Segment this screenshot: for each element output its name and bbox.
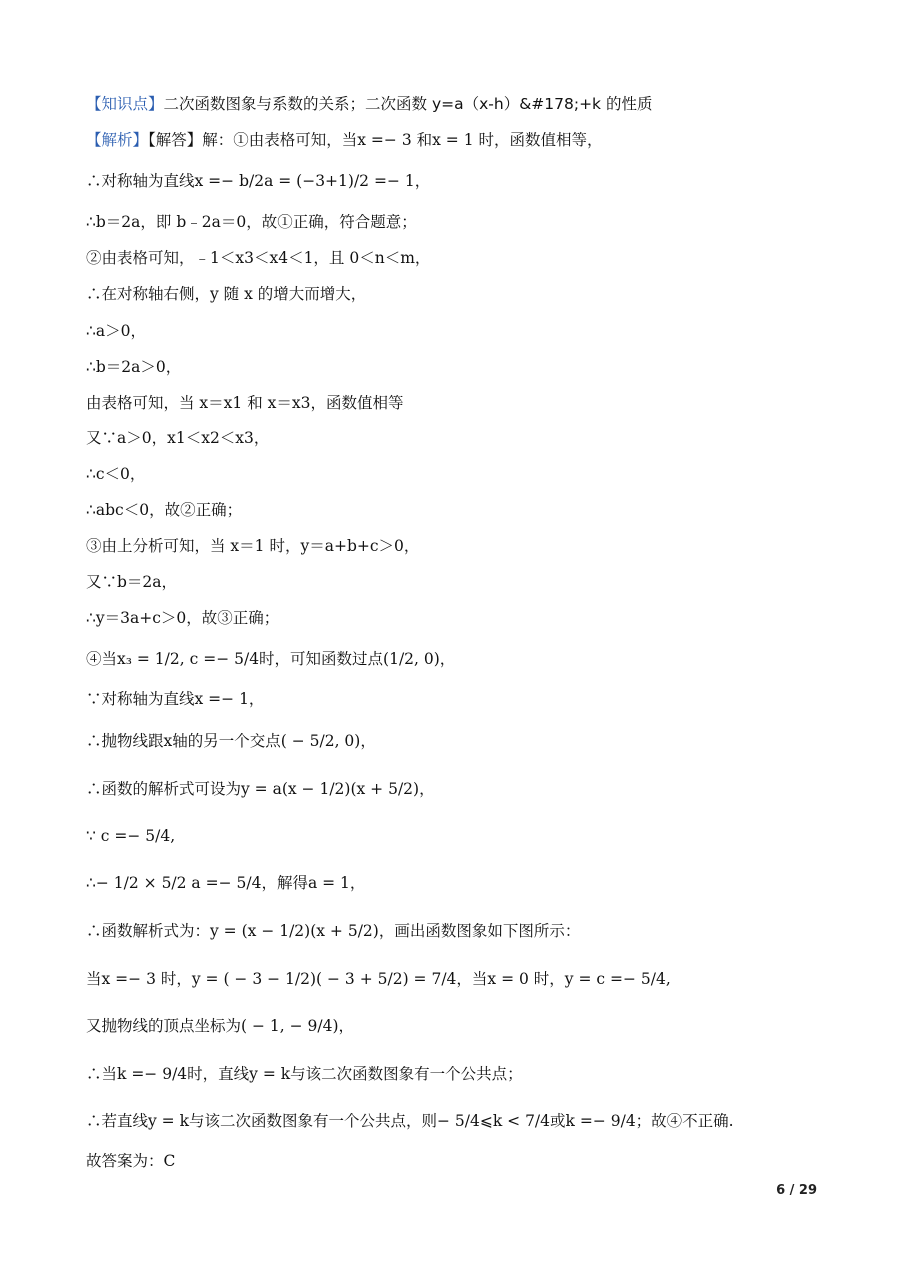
analysis-line: [86, 129, 865, 151]
knowledge-point-line: [86, 93, 865, 115]
solution-line-13: 又∵b＝2a，: [86, 573, 178, 591]
solution-line-21: ∴函数解析式为：y = (x − 1/2)(x + 5/2)，画出函数图象如下图所示：: [86, 922, 581, 940]
page-number: 6 / 29: [776, 1183, 817, 1198]
solution-line-15: ④当x₃ = 1/2, c =− 5/4时，可知函数过点(1/2, 0)，: [86, 650, 456, 668]
solution-line-14: ∴y＝3a+c＞0，故③正确；: [86, 609, 280, 627]
solution-line-23: 又抛物线的顶点坐标为( − 1, − 9/4)，: [86, 1017, 355, 1035]
solution-line-24: ∴当k =− 9/4时，直线y = k与该二次函数图象有一个公共点；: [86, 1065, 523, 1083]
solution-line-17: ∴抛物线跟x轴的另一个交点( − 5/2, 0)，: [86, 732, 376, 750]
analysis-text: 【解答】解：①由表格可知，当x =− 3 和x = 1 时，函数值相等，: [148, 131, 603, 149]
knowledge-point-tag: 【知识点】: [86, 95, 164, 113]
solution-line-7: ∴b＝2a＞0，: [86, 358, 182, 376]
solution-line-9: 又∵a＞0，x1＜x2＜x3，: [86, 429, 270, 447]
solution-line-5: ∴在对称轴右侧，y 随 x 的增大而增大，: [86, 285, 367, 303]
solution-line-8: 由表格可知，当 x＝x1 和 x＝x3，函数值相等: [86, 394, 404, 412]
solution-line-10: ∴c＜0，: [86, 465, 146, 483]
solution-line-25: ∴若直线y = k与该二次函数图象有一个公共点，则− 5/4⩽k < 7/4或k =− 9/4；故④不正确.: [86, 1112, 734, 1130]
solution-line-18: ∴函数的解析式可设为y = a(x − 1/2)(x + 5/2)，: [86, 780, 435, 798]
knowledge-point-text: 二次函数图象与系数的关系；二次函数 y=a（x-h）&#178;+k 的性质: [163, 95, 653, 113]
solution-line-22: 当x =− 3 时，y = ( − 3 − 1/2)( − 3 + 5/2) = 7/4，当x = 0 时，y = c =− 5/4,: [86, 970, 671, 988]
solution-line-3: ∴b＝2a，即 b﹣2a＝0，故①正确，符合题意；: [86, 213, 417, 231]
solution-line-6: ∴a＞0，: [86, 322, 146, 340]
solution-line-4: ②由表格可知，﹣1＜x3＜x4＜1，且 0＜n＜m，: [86, 249, 431, 267]
solution-line-20: ∴− 1/2 × 5/2 a =− 5/4，解得a = 1，: [86, 874, 366, 892]
solution-line-11: ∴abc＜0，故②正确；: [86, 501, 243, 519]
solution-line-16: ∵对称轴为直线x =− 1，: [86, 690, 265, 708]
solution-line-2: ∴对称轴为直线x =− b/2a = (−3+1)/2 =− 1，: [86, 172, 431, 190]
analysis-tag: 【解析】: [86, 131, 149, 149]
solution-line-12: ③由上分析可知，当 x＝1 时，y＝a+b+c＞0，: [86, 537, 420, 555]
final-answer: 故答案为：C: [86, 1152, 176, 1170]
solution-line-19: ∵ c =− 5/4,: [86, 827, 176, 845]
